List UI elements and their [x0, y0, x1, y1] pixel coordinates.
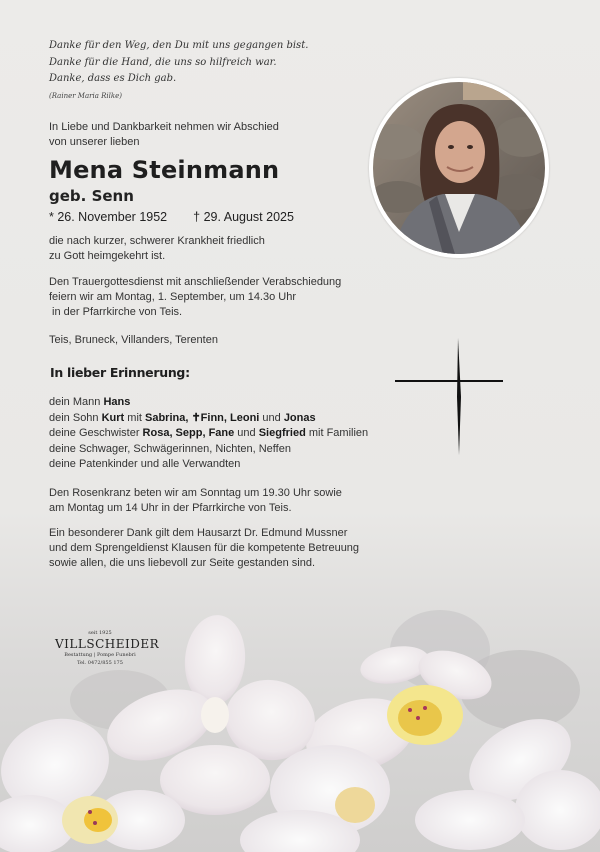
portrait-photo [369, 78, 549, 258]
poem-author: (Rainer Maria Rilke) [49, 92, 122, 100]
text-line: Den Trauergottesdienst mit anschließender Verabschiedung [49, 276, 342, 288]
text-line: in der Pfarrkirche von Teis. [49, 306, 183, 318]
funeral-text [49, 275, 341, 320]
rosary-text [49, 486, 342, 516]
poem [49, 38, 308, 88]
death-date: † 29. August 2025 [193, 210, 294, 224]
maiden-name: geb. Senn [49, 187, 134, 205]
mourner-line: dein Sohn Kurt mit Sabrina, ✝Finn, Leoni und Jonas [49, 411, 316, 424]
mourners-list [49, 395, 368, 473]
mourner-line: deine Geschwister Rosa, Sepp, Fane und Siegfried mit Familien [49, 427, 369, 439]
poem-line: Danke für die Hand, die uns so hilfreich war. [49, 56, 277, 68]
logo-subtitle: Bestattung | Pompe Funebri [64, 652, 136, 658]
text-line: zu Gott heimgekehrt ist. [49, 250, 166, 262]
passing-text [49, 234, 265, 264]
mourner-line: dein Mann Hans [49, 396, 131, 408]
mourner-line: deine Patenkinder und alle Verwandten [49, 458, 241, 470]
mourner-line: deine Schwager, Schwägerinnen, Nichten, Neffen [49, 442, 291, 455]
memory-heading: In lieber Erinnerung: [50, 365, 190, 380]
text-line: die nach kurzer, schwerer Krankheit friedlich [49, 235, 265, 247]
text-line: feiern wir am Montag, 1. September, um 14.3o Uhr [49, 291, 297, 303]
text-line: am Montag um 14 Uhr in der Pfarrkirche von Teis. [49, 502, 292, 514]
intro-text [49, 120, 279, 150]
text-line: sowie allen, die uns liebevoll zur Seite gestanden sind. [49, 557, 315, 569]
life-dates [49, 210, 294, 224]
text-line: und dem Sprengeldienst Klausen für die kompetente Betreuung [49, 542, 360, 554]
text-line: Den Rosenkranz beten wir am Sonntag um 19.30 Uhr sowie [49, 487, 342, 499]
birth-date: * 26. November 1952 [49, 210, 168, 224]
deceased-name: Mena Steinmann [49, 156, 280, 184]
intro-line: In Liebe und Dankbarkeit nehmen wir Abschied [49, 121, 279, 133]
logo-since: seit 1925 [88, 630, 112, 636]
thanks-text [49, 526, 359, 571]
text-line: Ein besonderer Dank gilt dem Hausarzt Dr. Edmund Mussner [49, 527, 348, 539]
logo-brand: VILLSCHEIDER [55, 637, 160, 651]
places: Teis, Bruneck, Villanders, Terenten [49, 334, 218, 346]
poem-line: Danke, dass es Dich gab. [49, 73, 177, 84]
intro-line: von unserer lieben [49, 136, 140, 148]
portrait-image [373, 82, 545, 254]
logo-phone: Tel. 0472/855 175 [77, 660, 123, 666]
cross-icon [395, 337, 505, 457]
funeral-home-logo [55, 630, 160, 666]
poem-line: Danke für den Weg, den Du mit uns gegangen bist. [49, 40, 309, 51]
